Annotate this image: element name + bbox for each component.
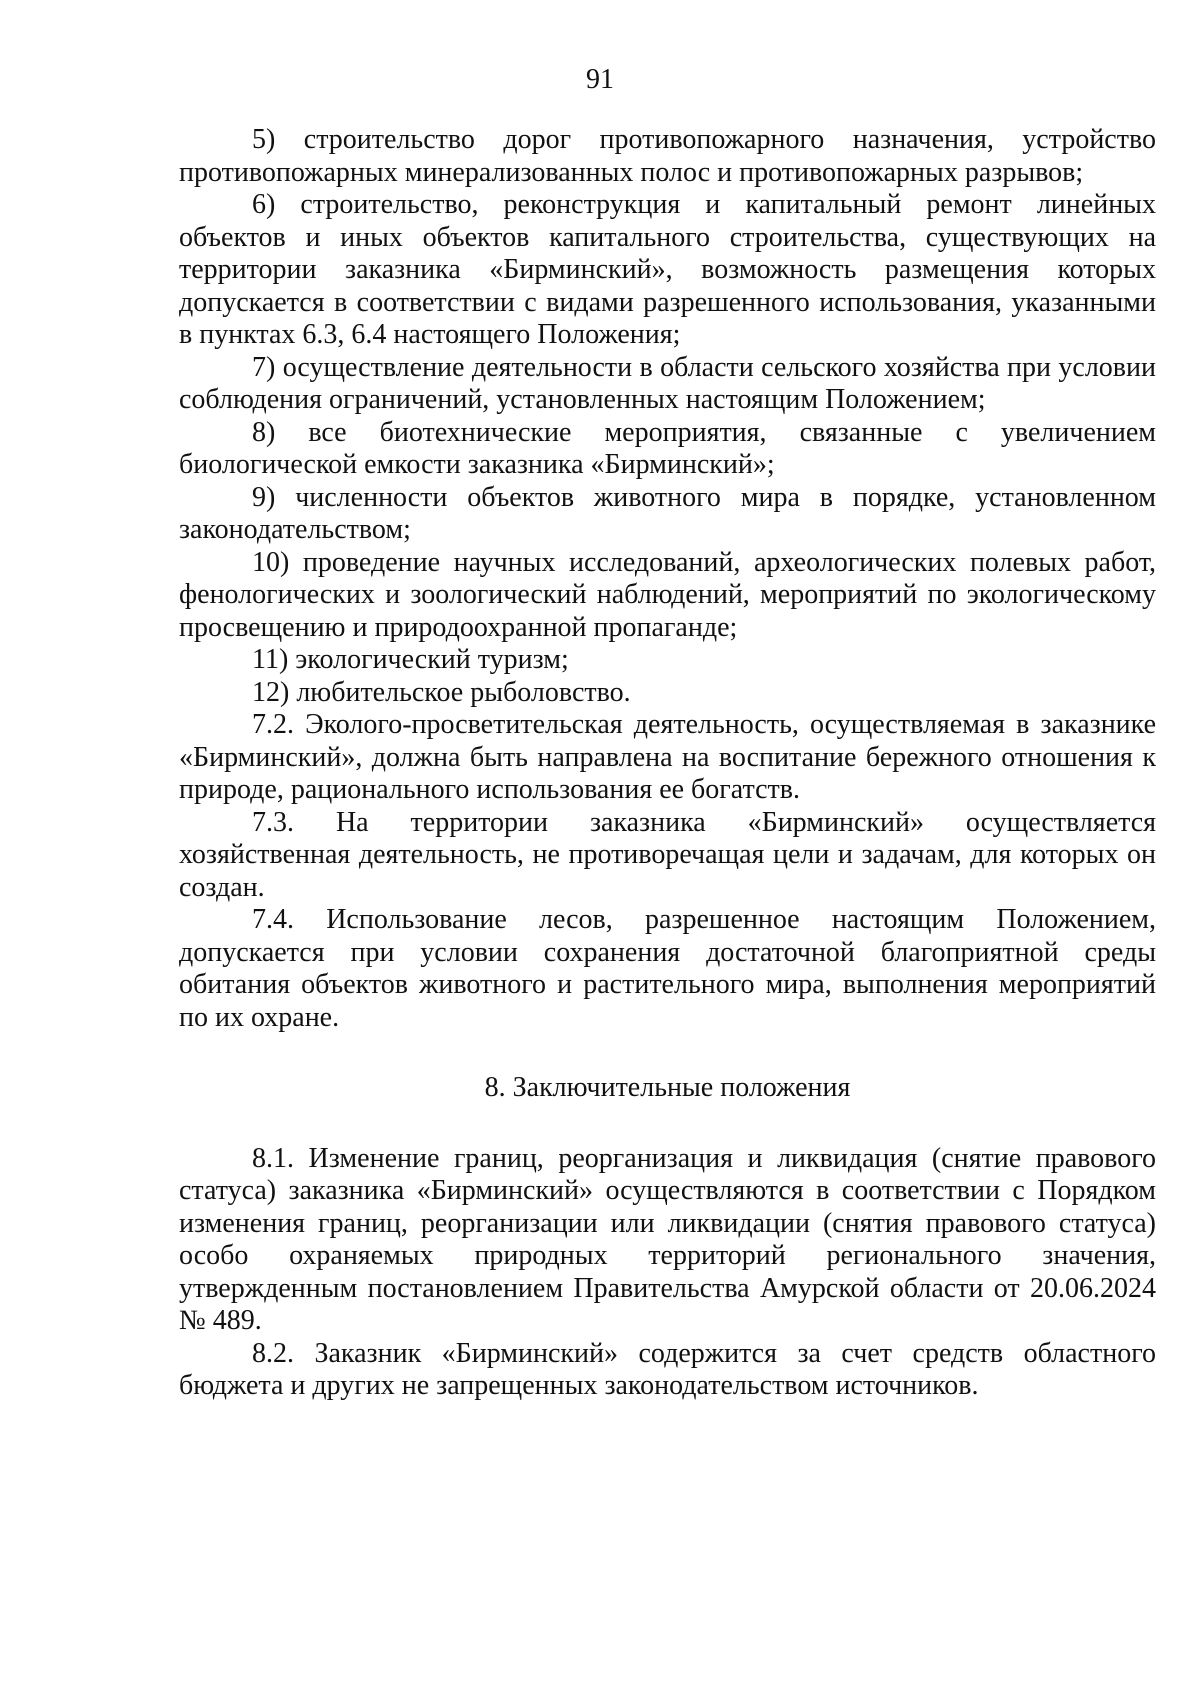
clause-8-1: 8.1. Изменение границ, реорганизация и ликвидация (снятие правового статуса) заказника «Бирминский» осуществляются в соответствии с Порядком изменения границ, реорганизации или ликвидации (снятия правового статуса) особо охраняемых природных территорий регионального значения, утвержденным постановлением Правительства Амурской области от 20.06.2024 № 489. (179, 1142, 1156, 1336)
list-item-9: 9) численности объектов животного мира в порядке, установленном законодательством; (179, 481, 1156, 545)
list-item-6: 6) строительство, реконструкция и капитальный ремонт линейных объектов и иных объектов капитального строительства, существующих на территории заказника «Бирминский», возможность размещения которых допускается в соответствии с видами разрешенного использования, указанными в пунктах 6.3, 6.4 настоящего Положения; (179, 189, 1156, 350)
list-item-10: 10) проведение научных исследований, археологических полевых работ, фенологических и зоологический наблюдений, мероприятий по экологическому просвещению и природоохранной пропаганде; (179, 546, 1156, 643)
list-item-5: 5) строительство дорог противопожарного назначения, устройство противопожарных минерализованных полос и противопожарных разрывов; (179, 124, 1156, 188)
page-number: 91 (586, 64, 614, 95)
clause-7-3: 7.3. На территории заказника «Бирминский» осуществляется хозяйственная деятельность, не противоречащая цели и задачам, для которых он создан. (179, 806, 1156, 903)
clause-8-2: 8.2. Заказник «Бирминский» содержится за счет средств областного бюджета и других не запрещенных законодательством источников. (179, 1337, 1156, 1401)
list-item-7: 7) осуществление деятельности в области сельского хозяйства при условии соблюдения ограничений, установленных настоящим Положением; (179, 351, 1156, 415)
clause-7-4: 7.4. Использование лесов, разрешенное настоящим Положением, допускается при условии сохранения достаточной благоприятной среды обитания объектов животного и растительного мира, выполнения мероприятий по их охране. (179, 904, 1156, 1033)
list-item-12: 12) любительское рыболовство. (252, 676, 631, 708)
list-item-8: 8) все биотехнические мероприятия, связанные с увеличением биологической емкости заказника «Бирминский»; (179, 416, 1156, 480)
list-item-11: 11) экологический туризм; (252, 644, 569, 675)
clause-7-2: 7.2. Эколого-просветительская деятельность, осуществляемая в заказнике «Бирминский», должна быть направлена на воспитание бережного отношения к природе, рационального использования ее богатств. (179, 709, 1156, 805)
document-body (179, 124, 1156, 1403)
section-heading: 8. Заключительные положения (484, 1072, 851, 1103)
